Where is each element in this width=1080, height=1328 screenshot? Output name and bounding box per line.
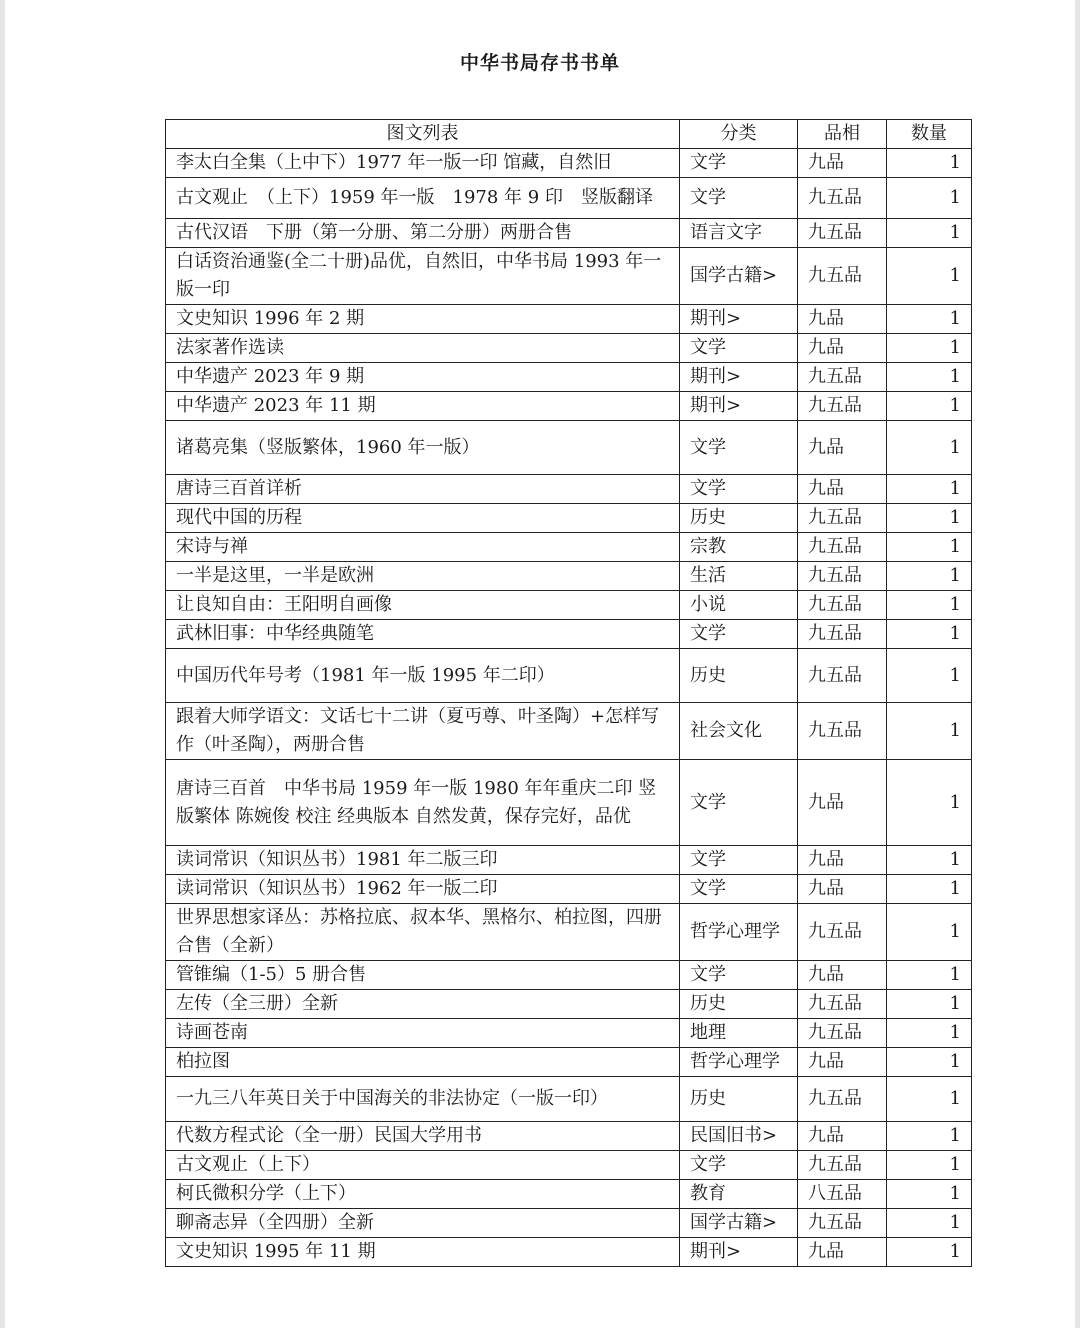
category-cell: 文学: [680, 178, 798, 219]
category-cell: 地理: [680, 1019, 798, 1048]
table-row: [166, 305, 972, 334]
condition-cell: 九品: [798, 334, 887, 363]
condition-cell: 九五品: [798, 219, 887, 248]
condition-cell: 九五品: [798, 904, 887, 961]
quantity-cell: 1: [887, 219, 972, 248]
category-cell: 文学: [680, 961, 798, 990]
category-cell: 宗教: [680, 533, 798, 562]
quantity-cell: 1: [887, 334, 972, 363]
book-title-cell: 跟着大师学语文：文话七十二讲（夏丏尊、叶圣陶）+怎样写作（叶圣陶），两册合售: [166, 703, 680, 760]
category-cell: 文学: [680, 421, 798, 475]
category-cell: 文学: [680, 334, 798, 363]
table-row: [166, 1151, 972, 1180]
category-cell: 历史: [680, 649, 798, 703]
table-row: [166, 760, 972, 846]
table-row: [166, 504, 972, 533]
table-row: [166, 1019, 972, 1048]
book-title-cell: 世界思想家译丛：苏格拉底、叔本华、黑格尔、柏拉图，四册合售（全新）: [166, 904, 680, 961]
condition-cell: 九五品: [798, 1151, 887, 1180]
book-title-cell: 读词常识（知识丛书）1981 年二版三印: [166, 846, 680, 875]
category-cell: 小说: [680, 591, 798, 620]
quantity-cell: 1: [887, 1209, 972, 1238]
table-row: [166, 363, 972, 392]
book-title-cell: 唐诗三百首 中华书局 1959 年一版 1980 年年重庆二印 竖版繁体 陈婉俊 校注 经典版本 自然发黄，保存完好，品优: [166, 760, 680, 846]
table-row: [166, 875, 972, 904]
book-title-cell: 柯氏微积分学（上下）: [166, 1180, 680, 1209]
condition-cell: 九品: [798, 1048, 887, 1077]
book-title-cell: 中国历代年号考（1981 年一版 1995 年二印）: [166, 649, 680, 703]
book-title-cell: 李太白全集（上中下）1977 年一版一印 馆藏，自然旧: [166, 149, 680, 178]
quantity-cell: 1: [887, 248, 972, 305]
condition-cell: 九品: [798, 421, 887, 475]
category-cell: 文学: [680, 875, 798, 904]
quantity-cell: 1: [887, 475, 972, 504]
quantity-cell: 1: [887, 961, 972, 990]
category-cell: 生活: [680, 562, 798, 591]
category-cell: 期刊>: [680, 305, 798, 334]
page-edge-right: [1075, 0, 1080, 1328]
condition-cell: 九品: [798, 1122, 887, 1151]
condition-cell: 九五品: [798, 1019, 887, 1048]
category-cell: 文学: [680, 620, 798, 649]
quantity-cell: 1: [887, 620, 972, 649]
category-cell: 历史: [680, 1077, 798, 1122]
quantity-cell: 1: [887, 178, 972, 219]
table-row: [166, 703, 972, 760]
quantity-cell: 1: [887, 1180, 972, 1209]
category-cell: 期刊>: [680, 363, 798, 392]
book-title-cell: 一九三八年英日关于中国海关的非法协定（一版一印）: [166, 1077, 680, 1122]
category-cell: 国学古籍>: [680, 248, 798, 305]
category-cell: 期刊>: [680, 392, 798, 421]
table-row: [166, 1048, 972, 1077]
book-title-cell: 诸葛亮集（竖版繁体，1960 年一版）: [166, 421, 680, 475]
quantity-cell: 1: [887, 649, 972, 703]
condition-cell: 九五品: [798, 504, 887, 533]
table-row: [166, 334, 972, 363]
quantity-cell: 1: [887, 392, 972, 421]
table-row: [166, 904, 972, 961]
book-title-cell: 代数方程式论（全一册）民国大学用书: [166, 1122, 680, 1151]
category-cell: 社会文化: [680, 703, 798, 760]
book-title-cell: 法家著作选读: [166, 334, 680, 363]
book-title-cell: 文史知识 1996 年 2 期: [166, 305, 680, 334]
quantity-cell: 1: [887, 1077, 972, 1122]
quantity-cell: 1: [887, 875, 972, 904]
condition-cell: 九五品: [798, 1209, 887, 1238]
category-cell: 语言文字: [680, 219, 798, 248]
book-list-table: [165, 119, 972, 1267]
quantity-cell: 1: [887, 1019, 972, 1048]
quantity-cell: 1: [887, 760, 972, 846]
condition-cell: 九五品: [798, 649, 887, 703]
table-row: [166, 1077, 972, 1122]
header-category: 分类: [680, 120, 798, 149]
table-row: [166, 475, 972, 504]
table-row: [166, 392, 972, 421]
category-cell: 历史: [680, 990, 798, 1019]
quantity-cell: 1: [887, 149, 972, 178]
category-cell: 哲学心理学: [680, 1048, 798, 1077]
page-title: 中华书局存书书单: [459, 52, 620, 74]
book-title-cell: 武林旧事：中华经典随笔: [166, 620, 680, 649]
table-row: [166, 533, 972, 562]
quantity-cell: 1: [887, 305, 972, 334]
quantity-cell: 1: [887, 846, 972, 875]
table-row: [166, 1238, 972, 1267]
header-condition: 品相: [798, 120, 887, 149]
table-row: [166, 149, 972, 178]
quantity-cell: 1: [887, 990, 972, 1019]
book-title-cell: 宋诗与禅: [166, 533, 680, 562]
condition-cell: 九品: [798, 305, 887, 334]
quantity-cell: 1: [887, 533, 972, 562]
book-title-cell: 读词常识（知识丛书）1962 年一版二印: [166, 875, 680, 904]
category-cell: 哲学心理学: [680, 904, 798, 961]
book-title-cell: 古代汉语 下册（第一分册、第二分册）两册合售: [166, 219, 680, 248]
category-cell: 文学: [680, 149, 798, 178]
book-title-cell: 聊斋志异（全四册）全新: [166, 1209, 680, 1238]
condition-cell: 九品: [798, 961, 887, 990]
condition-cell: 九五品: [798, 178, 887, 219]
table-row: [166, 620, 972, 649]
book-title-cell: 古文观止 （上下）1959 年一版 1978 年 9 印 竖版翻译: [166, 178, 680, 219]
quantity-cell: 1: [887, 591, 972, 620]
category-cell: 文学: [680, 475, 798, 504]
table-row: [166, 248, 972, 305]
header-title: 图文列表: [166, 120, 680, 149]
condition-cell: 九品: [798, 475, 887, 504]
book-title-cell: 柏拉图: [166, 1048, 680, 1077]
condition-cell: 九五品: [798, 533, 887, 562]
book-title-cell: 一半是这里，一半是欧洲: [166, 562, 680, 591]
quantity-cell: 1: [887, 1151, 972, 1180]
quantity-cell: 1: [887, 562, 972, 591]
page-edge-left: [0, 0, 5, 1328]
condition-cell: 九五品: [798, 363, 887, 392]
condition-cell: 九品: [798, 875, 887, 904]
condition-cell: 九品: [798, 149, 887, 178]
quantity-cell: 1: [887, 363, 972, 392]
table-row: [166, 219, 972, 248]
condition-cell: 九五品: [798, 990, 887, 1019]
category-cell: 文学: [680, 760, 798, 846]
table-row: [166, 1122, 972, 1151]
quantity-cell: 1: [887, 1048, 972, 1077]
table-row: [166, 178, 972, 219]
quantity-cell: 1: [887, 1238, 972, 1267]
condition-cell: 九五品: [798, 562, 887, 591]
condition-cell: 九五品: [798, 248, 887, 305]
condition-cell: 八五品: [798, 1180, 887, 1209]
table-row: [166, 591, 972, 620]
quantity-cell: 1: [887, 703, 972, 760]
condition-cell: 九品: [798, 760, 887, 846]
category-cell: 教育: [680, 1180, 798, 1209]
category-cell: 民国旧书>: [680, 1122, 798, 1151]
condition-cell: 九五品: [798, 703, 887, 760]
table-row: [166, 649, 972, 703]
book-title-cell: 诗画苍南: [166, 1019, 680, 1048]
table-row: [166, 990, 972, 1019]
category-cell: 历史: [680, 504, 798, 533]
book-title-cell: 古文观止（上下）: [166, 1151, 680, 1180]
condition-cell: 九五品: [798, 620, 887, 649]
category-cell: 文学: [680, 846, 798, 875]
category-cell: 国学古籍>: [680, 1209, 798, 1238]
book-title-cell: 让良知自由：王阳明自画像: [166, 591, 680, 620]
quantity-cell: 1: [887, 504, 972, 533]
book-title-cell: 唐诗三百首详析: [166, 475, 680, 504]
header-quantity: 数量: [887, 120, 972, 149]
quantity-cell: 1: [887, 904, 972, 961]
book-title-cell: 管锥编（1-5）5 册合售: [166, 961, 680, 990]
condition-cell: 九品: [798, 846, 887, 875]
condition-cell: 九品: [798, 1238, 887, 1267]
book-title-cell: 中华遗产 2023 年 11 期: [166, 392, 680, 421]
quantity-cell: 1: [887, 421, 972, 475]
table-row: [166, 1209, 972, 1238]
table-row: [166, 421, 972, 475]
table-row: [166, 1180, 972, 1209]
book-title-cell: 中华遗产 2023 年 9 期: [166, 363, 680, 392]
table-header-row: [166, 120, 972, 149]
condition-cell: 九五品: [798, 591, 887, 620]
book-title-cell: 文史知识 1995 年 11 期: [166, 1238, 680, 1267]
table-row: [166, 846, 972, 875]
category-cell: 期刊>: [680, 1238, 798, 1267]
condition-cell: 九五品: [798, 1077, 887, 1122]
book-title-cell: 现代中国的历程: [166, 504, 680, 533]
category-cell: 文学: [680, 1151, 798, 1180]
condition-cell: 九五品: [798, 392, 887, 421]
quantity-cell: 1: [887, 1122, 972, 1151]
book-title-cell: 左传（全三册）全新: [166, 990, 680, 1019]
table-row: [166, 562, 972, 591]
book-title-cell: 白话资治通鉴(全二十册)品优，自然旧，中华书局 1993 年一版一印: [166, 248, 680, 305]
table-row: [166, 961, 972, 990]
